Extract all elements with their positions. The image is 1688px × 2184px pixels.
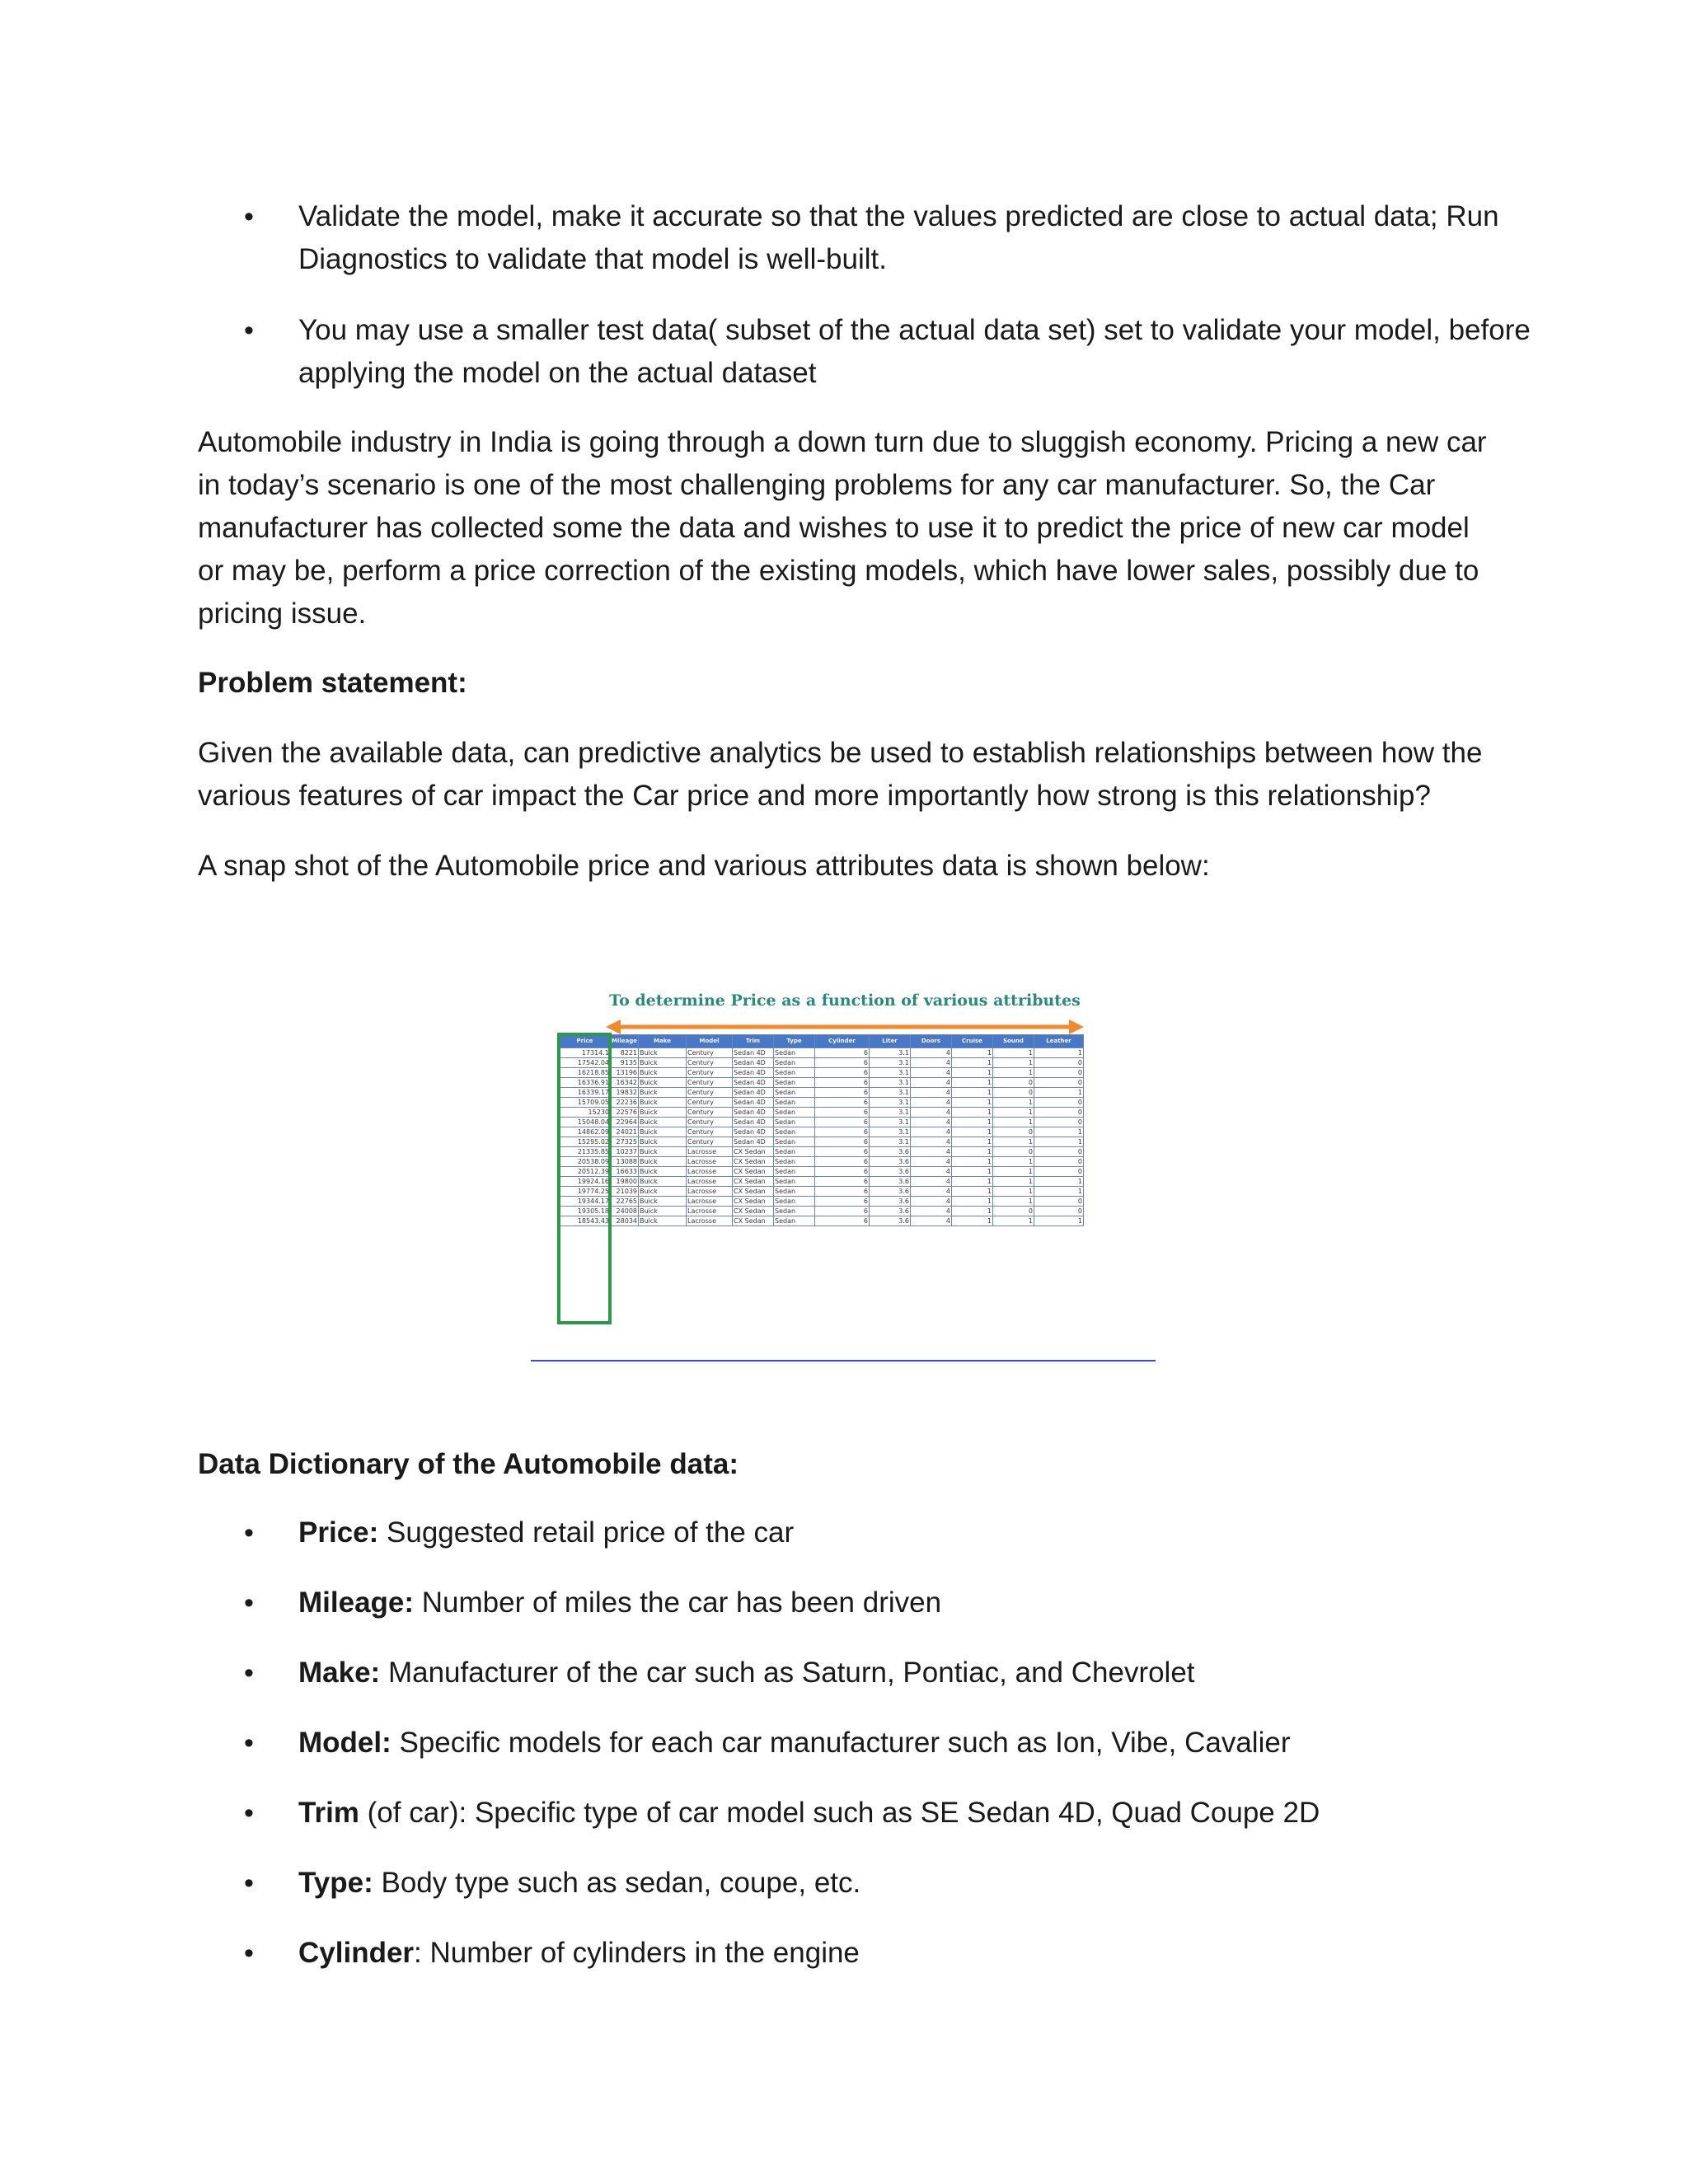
table-cell: 17314.1 — [560, 1048, 611, 1058]
table-cell: 1 — [952, 1118, 993, 1127]
table-cell: 4 — [911, 1068, 952, 1078]
table-cell: 3.1 — [870, 1098, 911, 1108]
table-cell: 6 — [815, 1088, 870, 1098]
dictionary-description: Suggested retail price of the car — [378, 1516, 795, 1549]
table-cell: 4 — [911, 1088, 952, 1098]
table-cell: Sedan — [774, 1058, 815, 1068]
table-cell: Lacrosse — [687, 1187, 733, 1197]
table-cell: 6 — [815, 1127, 870, 1137]
intro-bullet-list — [198, 195, 1533, 395]
table-cell: Lacrosse — [687, 1167, 733, 1177]
table-cell: Lacrosse — [687, 1216, 733, 1226]
table-cell: Buick — [639, 1058, 687, 1068]
dictionary-description: Number of miles the car has been driven — [414, 1586, 942, 1619]
table-cell: 1 — [952, 1157, 993, 1167]
table-row — [560, 1058, 1084, 1068]
table-cell: 4 — [911, 1197, 952, 1207]
table-cell: 1 — [952, 1147, 993, 1157]
table-cell: 1 — [952, 1058, 993, 1068]
table-cell: 1 — [952, 1068, 993, 1078]
table-cell: Buick — [639, 1088, 687, 1098]
table-cell: 1 — [952, 1207, 993, 1216]
table-cell: Century — [687, 1048, 733, 1058]
table-cell: 4 — [911, 1098, 952, 1108]
table-cell: 3.1 — [870, 1118, 911, 1127]
table-row — [560, 1167, 1084, 1177]
table-cell: 4 — [911, 1167, 952, 1177]
figure-divider — [531, 1360, 1156, 1361]
table-cell: 3.1 — [870, 1088, 911, 1098]
dictionary-description: Number of cylinders in the engine — [421, 1937, 860, 1969]
dictionary-description: Specific models for each car manufacturer such as Ion, Vibe, Cavalier — [391, 1727, 1291, 1759]
table-cell: 22236 — [611, 1098, 639, 1108]
table-cell: Century — [687, 1118, 733, 1127]
table-cell: 0 — [1034, 1197, 1084, 1207]
table-cell: 3.1 — [870, 1068, 911, 1078]
table-cell: 4 — [911, 1058, 952, 1068]
table-cell: 16342 — [611, 1078, 639, 1088]
table-cell: 1 — [993, 1048, 1034, 1058]
data-snapshot-figure — [528, 985, 1162, 1364]
table-cell: Century — [687, 1058, 733, 1068]
table-cell: 3.1 — [870, 1058, 911, 1068]
table-cell: Sedan — [774, 1147, 815, 1157]
table-cell: 9135 — [611, 1058, 639, 1068]
table-cell: Sedan 4D — [733, 1048, 774, 1058]
table-cell: 0 — [1034, 1058, 1084, 1068]
table-cell: 13196 — [611, 1068, 639, 1078]
table-cell: CX Sedan — [733, 1187, 774, 1197]
dictionary-term: Trim — [298, 1797, 359, 1829]
table-cell: 3.1 — [870, 1078, 911, 1088]
table-cell: 21039 — [611, 1187, 639, 1197]
dictionary-heading: Data Dictionary of the Automobile data: — [198, 1448, 738, 1480]
dictionary-term: Make: — [298, 1657, 381, 1689]
price-column-highlight — [557, 1033, 612, 1324]
table-cell: 3.1 — [870, 1108, 911, 1118]
table-cell: 1 — [993, 1108, 1034, 1118]
table-row — [560, 1048, 1084, 1058]
table-cell: 0 — [1034, 1078, 1084, 1088]
table-cell: Sedan 4D — [733, 1098, 774, 1108]
dictionary-term: Mileage: — [298, 1586, 415, 1619]
table-cell: Sedan 4D — [733, 1127, 774, 1137]
table-cell: 16336.91 — [560, 1078, 611, 1088]
table-cell: 1 — [952, 1137, 993, 1147]
table-cell: 17542.04 — [560, 1058, 611, 1068]
intro-paragraph: Automobile industry in India is going through a down turn due to sluggish economy. Pricing a new car in today’s scenario is one of the most challenging problems for any car manufacturer. So, the Car manufacturer has collected some the data and wishes to use it to predict the price of new car model or may be, perform a price correction of the existing models, which have lower sales, possibly due to pricing issue. — [198, 426, 1487, 630]
table-cell: 19800 — [611, 1177, 639, 1187]
list-item — [198, 1582, 1533, 1624]
table-cell: 19924.16 — [560, 1177, 611, 1187]
table-cell: 6 — [815, 1216, 870, 1226]
table-cell: 1 — [993, 1197, 1034, 1207]
table-cell: 6 — [815, 1147, 870, 1157]
table-cell: Lacrosse — [687, 1177, 733, 1187]
table-cell: Sedan 4D — [733, 1058, 774, 1068]
list-item — [198, 1722, 1533, 1765]
table-cell: 16218.85 — [560, 1068, 611, 1078]
table-cell: 15230 — [560, 1108, 611, 1118]
table-cell: Sedan — [774, 1167, 815, 1177]
table-cell: 0 — [993, 1127, 1034, 1137]
list-item — [198, 1511, 1533, 1554]
table-cell: 0 — [1034, 1098, 1084, 1108]
table-cell: Sedan — [774, 1216, 815, 1226]
table-cell: 6 — [815, 1177, 870, 1187]
table-cell: Buick — [639, 1187, 687, 1197]
table-cell: Buick — [639, 1098, 687, 1108]
table-cell: 1 — [952, 1197, 993, 1207]
table-cell: Sedan — [774, 1108, 815, 1118]
table-cell: Buick — [639, 1068, 687, 1078]
table-cell: 1 — [952, 1167, 993, 1177]
table-cell: Sedan — [774, 1157, 815, 1167]
table-header-row — [560, 1035, 1084, 1048]
table-cell: 6 — [815, 1058, 870, 1068]
table-cell: 1 — [993, 1068, 1034, 1078]
table-cell: Buick — [639, 1127, 687, 1137]
snapshot-intro: A snap shot of the Automobile price and various attributes data is shown below: — [198, 850, 1210, 882]
table-cell: CX Sedan — [733, 1197, 774, 1207]
table-cell: 1 — [993, 1157, 1034, 1167]
table-cell: Century — [687, 1078, 733, 1088]
table-cell: Sedan — [774, 1137, 815, 1147]
table-cell: 1 — [1034, 1127, 1084, 1137]
table-cell: 6 — [815, 1048, 870, 1058]
table-cell: 1 — [1034, 1088, 1084, 1098]
figure-title: To determine Price as a function of various attributes — [609, 991, 1081, 1010]
table-cell: 1 — [993, 1177, 1034, 1187]
table-cell: Sedan 4D — [733, 1118, 774, 1127]
table-row — [560, 1137, 1084, 1147]
table-cell: 1 — [952, 1048, 993, 1058]
table-cell: 4 — [911, 1177, 952, 1187]
table-row — [560, 1127, 1084, 1137]
table-row — [560, 1147, 1084, 1157]
table-cell: 4 — [911, 1147, 952, 1157]
table-cell: 0 — [993, 1078, 1034, 1088]
table-header-cell: Cruise — [952, 1035, 993, 1048]
table-cell: 19832 — [611, 1088, 639, 1098]
table-cell: 24008 — [611, 1207, 639, 1216]
table-cell: 3.1 — [870, 1127, 911, 1137]
snapshot-table — [559, 1034, 1084, 1226]
table-header-cell: Doors — [911, 1035, 952, 1048]
table-cell: 3.1 — [870, 1048, 911, 1058]
table-cell: 3.6 — [870, 1167, 911, 1177]
table-cell: Buick — [639, 1197, 687, 1207]
table-cell: CX Sedan — [733, 1216, 774, 1226]
table-cell: 3.6 — [870, 1216, 911, 1226]
table-row — [560, 1207, 1084, 1216]
table-cell: 1 — [952, 1127, 993, 1137]
table-row — [560, 1108, 1084, 1118]
list-item — [198, 1932, 1533, 1975]
table-cell: Lacrosse — [687, 1207, 733, 1216]
dictionary-list — [198, 1511, 1533, 2002]
table-cell: CX Sedan — [733, 1207, 774, 1216]
table-cell: 3.6 — [870, 1177, 911, 1187]
table-cell: 3.6 — [870, 1197, 911, 1207]
table-cell: 8221 — [611, 1048, 639, 1058]
table-cell: 4 — [911, 1118, 952, 1127]
table-cell: 19305.18 — [560, 1207, 611, 1216]
dictionary-term-suffix: : — [414, 1937, 422, 1969]
table-cell: 0 — [1034, 1167, 1084, 1177]
table-cell: 6 — [815, 1207, 870, 1216]
table-cell: CX Sedan — [733, 1177, 774, 1187]
table-cell: Sedan — [774, 1207, 815, 1216]
table-cell: CX Sedan — [733, 1147, 774, 1157]
table-cell: 10237 — [611, 1147, 639, 1157]
table-row — [560, 1078, 1084, 1088]
table-cell: 1 — [993, 1137, 1034, 1147]
problem-text: Given the available data, can predictive analytics be used to establish relationships between how the various features of car impact the Car price and more importantly how strong is this relationship? — [198, 737, 1483, 812]
table-header-cell: Make — [639, 1035, 687, 1048]
table-cell: 0 — [1034, 1147, 1084, 1157]
table-cell: Lacrosse — [687, 1157, 733, 1167]
table-row — [560, 1068, 1084, 1078]
table-cell: 4 — [911, 1216, 952, 1226]
table-cell: 4 — [911, 1048, 952, 1058]
table-cell: 14862.09 — [560, 1127, 611, 1137]
table-cell: 1 — [1034, 1216, 1084, 1226]
table-row — [560, 1216, 1084, 1226]
dictionary-term-suffix: (of car): — [359, 1797, 467, 1829]
table-cell: 6 — [815, 1157, 870, 1167]
dictionary-term: Price: — [298, 1516, 379, 1549]
table-row — [560, 1187, 1084, 1197]
table-cell: 1 — [1034, 1177, 1084, 1187]
table-cell: 3.6 — [870, 1187, 911, 1197]
table-cell: 0 — [993, 1088, 1034, 1098]
double-arrow-icon — [606, 1019, 1084, 1034]
table-header-cell: Type — [774, 1035, 815, 1048]
table-row — [560, 1177, 1084, 1187]
table-cell: 0 — [1034, 1157, 1084, 1167]
table-cell: 27325 — [611, 1137, 639, 1147]
problem-heading: Problem statement: — [198, 667, 467, 699]
table-cell: Century — [687, 1068, 733, 1078]
list-item — [198, 1652, 1533, 1694]
table-header-cell: Cylinder — [815, 1035, 870, 1048]
table-cell: 16633 — [611, 1167, 639, 1177]
table-cell: Buick — [639, 1048, 687, 1058]
table-cell: 6 — [815, 1068, 870, 1078]
table-cell: 0 — [1034, 1108, 1084, 1118]
table-cell: 3.6 — [870, 1157, 911, 1167]
table-cell: 0 — [1034, 1207, 1084, 1216]
table-cell: Buick — [639, 1108, 687, 1118]
table-cell: 1 — [1034, 1187, 1084, 1197]
table-cell: 13088 — [611, 1157, 639, 1167]
table-cell: Buick — [639, 1118, 687, 1127]
table-cell: 4 — [911, 1078, 952, 1088]
table-cell: 6 — [815, 1167, 870, 1177]
table-cell: Sedan — [774, 1098, 815, 1108]
dictionary-term: Type: — [298, 1867, 373, 1899]
table-cell: Sedan 4D — [733, 1137, 774, 1147]
table-cell: 1 — [952, 1108, 993, 1118]
table-header-cell: Price — [560, 1035, 611, 1048]
table-cell: 4 — [911, 1157, 952, 1167]
table-header-cell: Mileage — [611, 1035, 639, 1048]
table-cell: 6 — [815, 1137, 870, 1147]
table-cell: Century — [687, 1137, 733, 1147]
table-cell: 21335.85 — [560, 1147, 611, 1157]
table-cell: Buick — [639, 1177, 687, 1187]
table-cell: Sedan 4D — [733, 1068, 774, 1078]
table-cell: Sedan — [774, 1127, 815, 1137]
table-cell: Buick — [639, 1207, 687, 1216]
table-cell: 19774.25 — [560, 1187, 611, 1197]
table-cell: 20512.39 — [560, 1167, 611, 1177]
table-cell: Sedan 4D — [733, 1078, 774, 1088]
table-cell: Buick — [639, 1137, 687, 1147]
list-item: • You may use a smaller test data( subset of the actual data set) set to validate your model, before applying the model on the actual dataset — [198, 309, 1533, 395]
table-header-cell: Model — [687, 1035, 733, 1048]
table-cell: 1 — [993, 1216, 1034, 1226]
table-cell: 1 — [1034, 1137, 1084, 1147]
table-cell: 1 — [1034, 1048, 1084, 1058]
table-cell: CX Sedan — [733, 1157, 774, 1167]
table-cell: Buick — [639, 1216, 687, 1226]
table-cell: 0 — [1034, 1118, 1084, 1127]
list-item — [198, 1792, 1533, 1835]
table-cell: 1 — [993, 1058, 1034, 1068]
table-row — [560, 1098, 1084, 1108]
table-row — [560, 1118, 1084, 1127]
dictionary-description: Manufacturer of the car such as Saturn, Pontiac, and Chevrolet — [380, 1657, 1195, 1689]
table-cell: Buick — [639, 1157, 687, 1167]
table-cell: 4 — [911, 1207, 952, 1216]
table-cell: 1 — [952, 1078, 993, 1088]
dictionary-description: Specific type of car model such as SE Sedan 4D, Quad Coupe 2D — [467, 1797, 1320, 1829]
table-cell: 4 — [911, 1127, 952, 1137]
table-header-cell: Sound — [993, 1035, 1034, 1048]
table-cell: Sedan 4D — [733, 1088, 774, 1098]
table-cell: 22765 — [611, 1197, 639, 1207]
table-cell: Lacrosse — [687, 1147, 733, 1157]
table-cell: 15709.05 — [560, 1098, 611, 1108]
dictionary-description: Body type such as sedan, coupe, etc. — [373, 1867, 861, 1899]
table-cell: 0 — [993, 1207, 1034, 1216]
table-row — [560, 1157, 1084, 1167]
table-cell: 4 — [911, 1187, 952, 1197]
table-header-cell: Leather — [1034, 1035, 1084, 1048]
table-cell: 20538.09 — [560, 1157, 611, 1167]
table-cell: 15048.04 — [560, 1118, 611, 1127]
table-cell: Buick — [639, 1078, 687, 1088]
table-cell: Century — [687, 1108, 733, 1118]
table-cell: Sedan — [774, 1048, 815, 1058]
table-cell: 1 — [993, 1118, 1034, 1127]
table-cell: 1 — [952, 1098, 993, 1108]
table-cell: 16339.17 — [560, 1088, 611, 1098]
table-header-cell: Liter — [870, 1035, 911, 1048]
table-header-cell: Trim — [733, 1035, 774, 1048]
table-cell: 1 — [993, 1187, 1034, 1197]
table-cell: 4 — [911, 1108, 952, 1118]
table-cell: 19344.17 — [560, 1197, 611, 1207]
table-cell: Buick — [639, 1147, 687, 1157]
table-row — [560, 1088, 1084, 1098]
table-cell: 6 — [815, 1108, 870, 1118]
table-cell: 24021 — [611, 1127, 639, 1137]
table-cell: 22576 — [611, 1108, 639, 1118]
dictionary-term: Model: — [298, 1727, 392, 1759]
table-cell: 18543.43 — [560, 1216, 611, 1226]
table-cell: Sedan — [774, 1177, 815, 1187]
table-cell: 1 — [952, 1216, 993, 1226]
table-row — [560, 1197, 1084, 1207]
table-cell: 1 — [993, 1098, 1034, 1108]
table-cell: 1 — [952, 1088, 993, 1098]
table-cell: Sedan — [774, 1088, 815, 1098]
table-cell: Sedan — [774, 1078, 815, 1088]
table-cell: 1 — [952, 1177, 993, 1187]
table-cell: Century — [687, 1127, 733, 1137]
table-cell: 3.1 — [870, 1137, 911, 1147]
table-cell: 6 — [815, 1197, 870, 1207]
table-cell: 3.6 — [870, 1147, 911, 1157]
table-cell: Sedan — [774, 1187, 815, 1197]
table-cell: Buick — [639, 1167, 687, 1177]
table-cell: CX Sedan — [733, 1167, 774, 1177]
table-cell: 6 — [815, 1078, 870, 1088]
table-cell: Century — [687, 1088, 733, 1098]
table-cell: 22964 — [611, 1118, 639, 1127]
table-cell: 28034 — [611, 1216, 639, 1226]
table-cell: 3.6 — [870, 1207, 911, 1216]
list-item — [198, 1862, 1533, 1905]
table-cell: Sedan — [774, 1197, 815, 1207]
table-cell: 0 — [993, 1147, 1034, 1157]
table-cell: 6 — [815, 1118, 870, 1127]
table-cell: 6 — [815, 1098, 870, 1108]
table-cell: 1 — [952, 1187, 993, 1197]
table-cell: Sedan — [774, 1068, 815, 1078]
table-cell: Sedan — [774, 1118, 815, 1127]
table-cell: 4 — [911, 1137, 952, 1147]
table-cell: Lacrosse — [687, 1197, 733, 1207]
table-cell: 1 — [993, 1167, 1034, 1177]
table-cell: 15295.02 — [560, 1137, 611, 1147]
table-cell: 0 — [1034, 1068, 1084, 1078]
table-cell: Century — [687, 1098, 733, 1108]
table-cell: Sedan 4D — [733, 1108, 774, 1118]
dictionary-term: Cylinder — [298, 1937, 415, 1969]
table-cell: 6 — [815, 1187, 870, 1197]
list-item: • Validate the model, make it accurate so that the values predicted are close to actual data; Run Diagnostics to validate that model is well-built. — [198, 195, 1533, 281]
